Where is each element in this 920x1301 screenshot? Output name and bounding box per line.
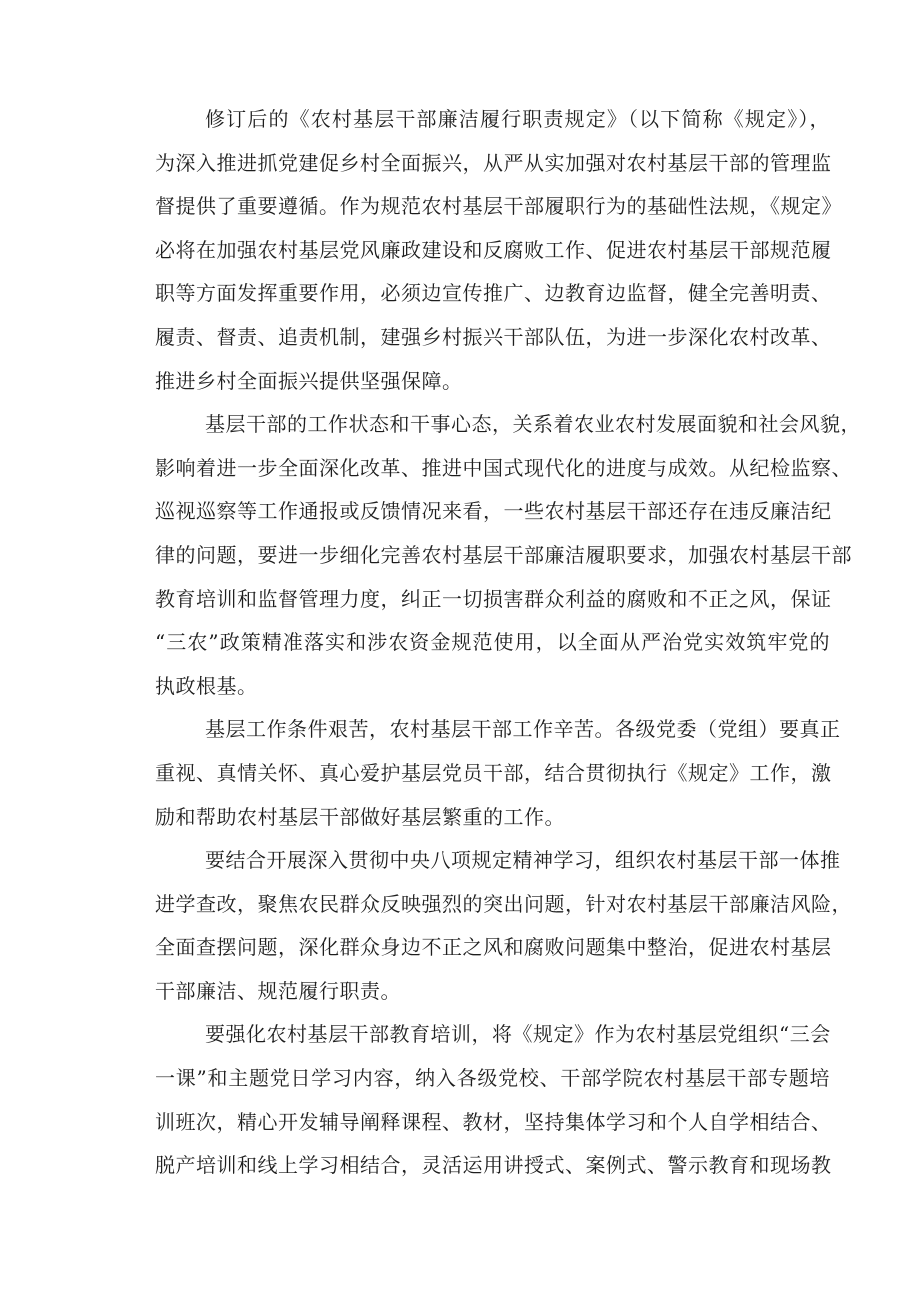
- text-line: 要强化农村基层干部教育培训，将《规定》作为农村基层党组织“三会: [205, 1022, 831, 1047]
- text-line: 全面查摆问题，深化群众身边不正之风和腐败问题集中整治，促进农村基层: [155, 935, 832, 960]
- paragraph-1: [115, 98, 842, 403]
- text-line: 职等方面发挥重要作用，必须边宣传推广、边教育边监督，健全完善明责、: [155, 281, 832, 306]
- text-line: 执政根基。: [155, 673, 258, 698]
- text-line: 修订后的《农村基层干部廉洁履行职责规定》（以下简称《规定》），: [205, 107, 830, 131]
- text-line: 律的问题，要进一步细化完善农村基层干部廉洁履职要求，加强农村基层干部: [155, 542, 852, 567]
- paragraph-2: [115, 403, 861, 708]
- text-line: 必将在加强农村基层党风廉政建设和反腐败工作、促进农村基层干部规范履: [155, 237, 832, 262]
- text-line: 励和帮助农村基层干部做好基层繁重的工作。: [155, 804, 565, 829]
- text-line: 基层干部的工作状态和干事心态，关系着农业农村发展面貌和社会风貌，: [205, 412, 861, 437]
- text-line: 干部廉洁、规范履行职责。: [155, 978, 401, 1003]
- text-line: 教育培训和监督管理力度，纠正一切损害群众利益的腐败和不正之风，保证: [155, 586, 832, 611]
- text-line: 督提供了重要遵循。作为规范农村基层干部履职行为的基础性法规，《规定》: [155, 194, 842, 219]
- text-line: 履责、督责、追责机制，建强乡村振兴干部队伍，为进一步深化农村改革、: [155, 324, 832, 349]
- text-line: 影响着进一步全面深化改革、推进中国式现代化的进度与成效。从纪检监察、: [155, 455, 852, 480]
- paragraph-5: [115, 1013, 830, 1187]
- text-line: 基层工作条件艰苦，农村基层干部工作辛苦。各级党委（党组）要真正: [205, 717, 841, 742]
- text-line: 要结合开展深入贯彻中央八项规定精神学习，组织农村基层干部一体推: [205, 848, 841, 873]
- paragraph-4: [115, 839, 852, 1013]
- text-line: 训班次，精心开发辅导阐释课程、教材，坚持集体学习和个人自学相结合、: [155, 1109, 832, 1134]
- text-line: 重视、真情关怀、真心爱护基层党员干部，结合贯彻执行《规定》工作，激: [155, 760, 832, 785]
- text-line: 巡视巡察等工作通报或反馈情况来看，一些农村基层干部还存在违反廉洁纪: [155, 499, 832, 524]
- text-line: 为深入推进抓党建促乡村全面振兴，从严从实加强对农村基层干部的管理监: [155, 150, 832, 175]
- text-line: 推进乡村全面振兴提供坚强保障。: [155, 368, 463, 393]
- text-line: 脱产培训和线上学习相结合，灵活运用讲授式、案例式、警示教育和现场教: [155, 1153, 832, 1178]
- document-body: [115, 98, 861, 1188]
- text-line: “三农”政策精准落实和涉农资金规范使用，以全面从严治党实效筑牢党的: [155, 630, 830, 655]
- paragraph-3: [115, 708, 841, 839]
- text-line: 一课”和主题党日学习内容，纳入各级党校、干部学院农村基层干部专题培: [155, 1066, 830, 1091]
- text-line: 进学查改，聚焦农民群众反映强烈的突出问题，针对农村基层干部廉洁风险，: [155, 891, 852, 916]
